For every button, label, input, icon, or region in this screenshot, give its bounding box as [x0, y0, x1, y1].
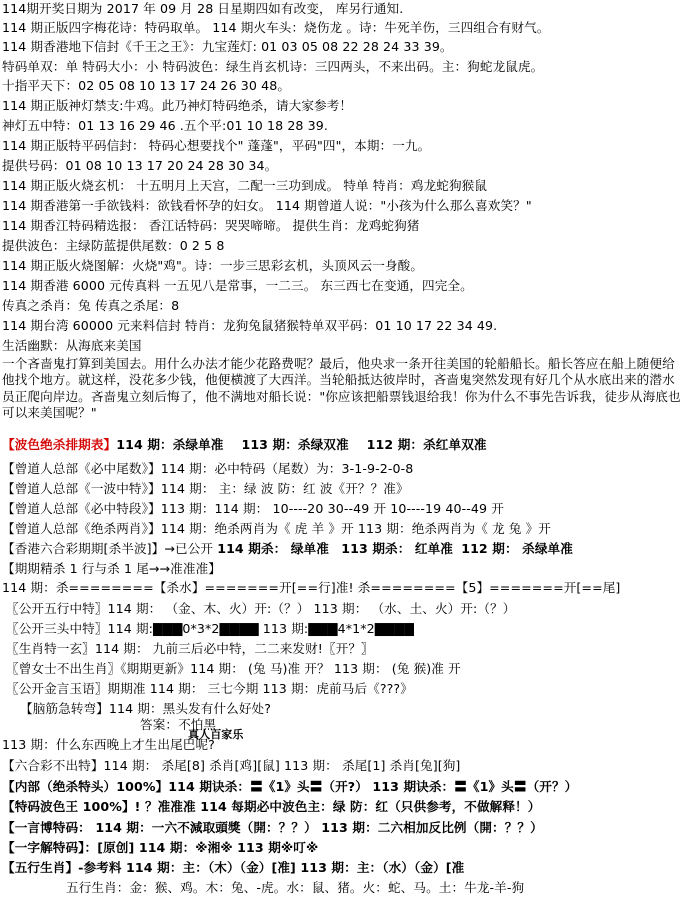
line-taiwan-60000: 114 期台湾 60000 元来料信封 特肖：龙狗兔鼠猪猴特单双平码：01 10 17 22 34 49. — [2, 318, 498, 333]
bose-113: 113 期：杀绿双准 — [241, 437, 349, 452]
line-ms-zeng: 〖曾女士不出生肖〗《期期更新》114 期： (兔 马)准 开？ 113 期： (兔 猴)准 开 — [6, 661, 461, 676]
line-one-char: 【一字解特码】：[原创] 114 期：※湘※ 113 期※叮※ — [2, 840, 319, 855]
line-zeng-section: 【曾道人总部《必中特段》】113 期：114 期： 10----20 30--49 开 10----19 40--49 开 — [2, 501, 504, 516]
line-kill-tail-title: 【期期精杀 1 行与杀 1 尾→→准准准】 — [2, 561, 221, 576]
line-zeng-wave: 【曾道人总部《一波中特》】114 期： 主：绿 波 防：红 波《开？？准》 — [2, 481, 409, 496]
line-numbers: 提供号码：01 08 10 13 17 20 24 28 30 34。 — [2, 158, 278, 173]
line-bose-table — [2, 437, 686, 453]
bose-label: 【波色绝杀排期表】 — [2, 437, 117, 452]
line-odd-even: 特码单双：单 特码大小：小 特码波色：绿生肖玄机诗：三四两头，不来出码。主：狗蛇龙鼠虎。 — [2, 59, 544, 74]
line-zeng-tail: 【曾道人总部《必中尾数》】114 期：必中特码（尾数）为：3-1-9-2-0-8 — [2, 461, 414, 476]
line-fire-mystery: 114 期正版火烧玄机： 十五明月上天宫，二配一三功到成。 特单 特肖：鸡龙蛇狗猴鼠 — [2, 178, 488, 193]
line-fax-kill: 传真之杀肖：兔 传真之杀尾：8 — [2, 298, 180, 313]
line-five-zodiac: 【五行生肖】-参考料 114 期：主：（木）（金）[准] 113 期：主：（水）（金）[准 — [2, 860, 465, 875]
line-hk-first-hand: 114 期香港第一手欲钱料：欲钱看怀孕的妇女。 114 期曾道人说："小孩为什么那么喜欢笑？" — [2, 198, 532, 213]
line-kill-water: 114 期：杀========【杀水】=======开[==行]准! 杀========【5】=======开[==尾] — [2, 580, 621, 595]
line-plum-poem: 114 期正版四字梅花诗：特码取单。 114 期火车头：烧伤龙 。诗：牛死羊伤，三四组合有财气。 — [2, 20, 550, 35]
line-zodiac-one: 〖生肖特一玄〗114 期： 九前三后必中特，二二来发财!〖开？〗 — [6, 641, 374, 656]
line-fire-diagram: 114 期正版火烧图解：火烧"鸡"。诗：一步三思彩玄机，头顶风云一身酸。 — [2, 258, 424, 273]
line-five-elements: 〖公开五行中特〗114 期： （金、木、火）开:（？） 113 期： （水、土、火）开:（？） — [6, 601, 516, 616]
line-wave-king: 【特码波色王 100%】! ？准准准 114 每期必中波色主：绿 防：红（只供参考，不做解释！） — [2, 799, 541, 814]
line-hk-half-wave — [2, 541, 686, 557]
hk-label: 【香港六合彩期期[杀半波]】→已公开 — [2, 541, 214, 556]
hk-112: 112 期： 杀绿单准 — [461, 541, 573, 556]
line-one-word-bet: 【一言博特码： 114 期：一六不減取頭獎（開：？？） 113 期：二六相加反比例（開：？？） — [2, 820, 543, 835]
line-five-zodiac-list: 五行生肖：金：猴、鸡。木：兔、-虎。水：鼠、猪。火：蛇、马。土：牛龙-羊-狗 — [66, 880, 525, 895]
line-lamp-forbid: 114 期正版神灯禁支:牛鸡。此乃神灯特码绝杀，请大家参考！ — [2, 98, 353, 113]
line-draw-date: 114期开奖日期为 2017 年 09 月 28 日星期四如有改变， 库另行通知. — [2, 1, 404, 16]
bose-114: 114 期：杀绿单准 — [116, 437, 224, 452]
bose-112: 112 期：杀红单双准 — [366, 437, 487, 452]
watermark-text: 真人百家乐 — [188, 728, 244, 741]
line-golden-words: 〖公开金言玉语〗期期准 114 期： 三七今期 113 期：虎前马后《???》 — [6, 681, 413, 696]
line-three-heads: 〖公开三头中特〗114 期:▇▇▇0*3*2▇▇▇▇ 113 期:▇▇▇4*1*2▇▇▇▇ — [6, 621, 414, 636]
hk-113: 113 期杀： 红单准 — [341, 541, 453, 556]
line-fax-6000: 114 期香港 6000 元传真料 一五见八是常事，一二三。 东三西七在变通，四完全。 — [2, 278, 473, 293]
riddle-answer: 答案：不怕黑 — [140, 717, 217, 732]
line-inside-kill: 【内部（绝杀特头）100%】114 期诀杀：〓《1》头〓（开?） 113 期诀杀：〓《1》头〓（开？） — [2, 779, 578, 794]
line-riddle-113: 113 期：什么东西晚上才生出尾巴呢? — [2, 737, 215, 752]
line-ten-fingers: 十指平天下：02 05 08 10 13 17 24 26 30 48。 — [2, 78, 291, 93]
humor-story: 一个吝啬鬼打算到美国去。用什么办法才能少花路费呢？最后，他央求一条开往美国的轮船船长。船长答应在船上随便给他找个地方。就这样，没花多少钱，他便横渡了大西洋。当轮船抵达彼岸时，吝啬鬼突然发现有好几个从水底出来的潜水员正爬向岸边。吝啬鬼立刻后悔了，他不满地对船长说："你应该把船票钱退给我！你为什么不事先告诉我，徒步从海底也可以来美国呢？" — [2, 356, 681, 421]
line-zeng-kill: 【曾道人总部《绝杀两肖》】114 期：绝杀两肖为《 虎 羊 》开 113 期：绝杀两肖为《 龙 兔 》开 — [2, 521, 551, 536]
line-hk-envelope: 114 期香港地下信封《千王之王》：九宝莲灯: 01 03 05 08 22 28 24 33 39。 — [2, 39, 453, 54]
hk-114: 114 期杀： 绿单准 — [217, 541, 329, 556]
line-xiangjiang: 114 期香江特码精选报： 香江话特码：哭哭啼啼。 提供生肖：龙鸡蛇狗猪 — [2, 218, 420, 233]
line-riddle-114: 【脑筋急转弯】114 期：黑头发有什么好处? — [20, 701, 272, 716]
line-no-special: 【六合彩不出特】114 期： 杀尾[8] 杀肖[鸡][鼠] 113 期： 杀尾[1] 杀肖[兔][狗] — [2, 758, 461, 773]
line-humor-title: 生活幽默：从海底来美国 — [2, 338, 142, 353]
line-wave-color: 提供波色：主绿防蓝提供尾数：0 2 5 8 — [2, 238, 225, 253]
line-lamp-five: 神灯五中特：01 13 16 29 46 .五个平:01 10 18 28 39. — [2, 118, 328, 133]
line-flat-envelope: 114 期正版特平码信封： 特码心想要找个" 蓬蓬"，平码"四"，本期：一九。 — [2, 138, 431, 153]
